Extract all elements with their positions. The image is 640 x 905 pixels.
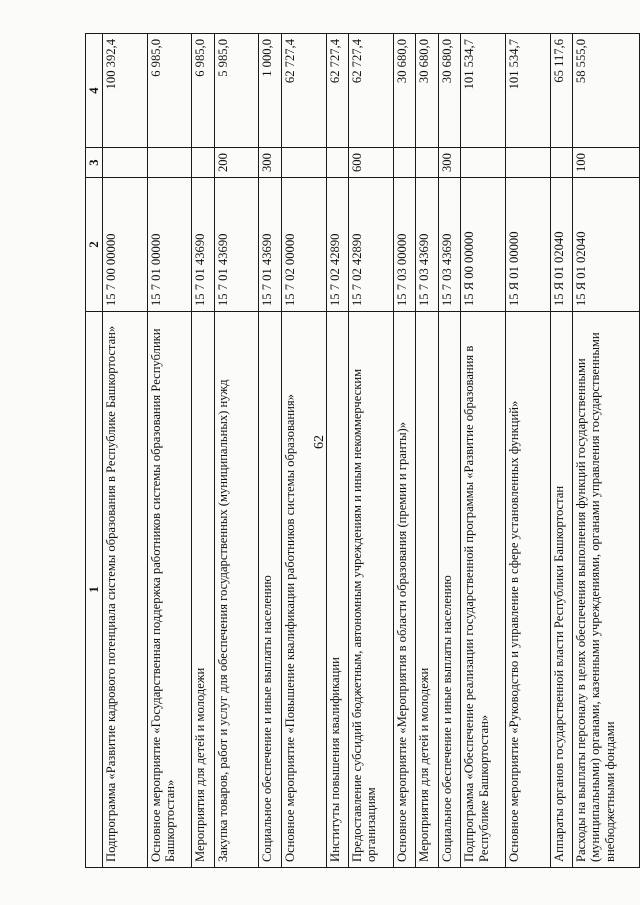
table-row: [416, 34, 439, 868]
row-code: 15 7 01 00000: [147, 178, 192, 312]
row-type: 200: [214, 148, 259, 178]
row-type: 100: [573, 148, 640, 178]
row-sum: 6 985,0: [147, 34, 192, 148]
row-type: [147, 148, 192, 178]
row-code: 15 7 02 42890: [326, 178, 349, 312]
row-name: Основное мероприятие «Руководство и управление в сфере установленных функций»: [505, 312, 550, 868]
row-sum: 65 117,6: [550, 34, 573, 148]
row-sum: 62 727,4: [349, 34, 394, 148]
col-header-type: 3: [86, 148, 103, 178]
rotated-page-content: [85, 33, 640, 868]
row-name: Предоставление субсидий бюджетным, автономным учреждениям и иным некоммерческим организациям: [349, 312, 394, 868]
row-type: [103, 148, 148, 178]
table-row: [505, 34, 550, 868]
row-code: 15 Я 01 02040: [573, 178, 640, 312]
col-header-code: 2: [86, 178, 103, 312]
table-row: [550, 34, 573, 868]
table-row: [147, 34, 192, 868]
row-code: 15 7 01 43690: [214, 178, 259, 312]
row-sum: 62 727,4: [282, 34, 327, 148]
header-row: [86, 34, 103, 868]
row-name: Закупка товаров, работ и услуг для обеспечения государственных (муниципальных) нужд: [214, 312, 259, 868]
row-sum: 62 727,4: [326, 34, 349, 148]
row-sum: 30 680,0: [438, 34, 461, 148]
row-code: 15 7 00 00000: [103, 178, 148, 312]
table-row: [214, 34, 259, 868]
table-row: [282, 34, 327, 868]
row-type: [550, 148, 573, 178]
row-type: [416, 148, 439, 178]
row-code: 15 7 01 43690: [259, 178, 282, 312]
row-name: Основное мероприятие «Государственная поддержка работников системы образования Республики Башкортостан»: [147, 312, 192, 868]
table-row: [326, 34, 349, 868]
row-sum: 100 392,4: [103, 34, 148, 148]
row-sum: 30 680,0: [416, 34, 439, 148]
col-header-sum: 4: [86, 34, 103, 148]
row-sum: 101 534,7: [461, 34, 506, 148]
row-code: 15 7 03 43690: [438, 178, 461, 312]
col-header-name: 1: [86, 312, 103, 868]
row-code: 15 7 03 43690: [416, 178, 439, 312]
row-type: 300: [259, 148, 282, 178]
page-number: 62: [312, 435, 327, 449]
row-sum: 58 555,0: [573, 34, 640, 148]
table-row: [461, 34, 506, 868]
row-sum: 1 000,0: [259, 34, 282, 148]
row-type: [282, 148, 327, 178]
row-code: 15 Я 01 00000: [505, 178, 550, 312]
row-name: Социальное обеспечение и иные выплаты населению: [259, 312, 282, 868]
table-row: [192, 34, 215, 868]
row-sum: 6 985,0: [192, 34, 215, 148]
table-row: [393, 34, 416, 868]
row-name: Социальное обеспечение и иные выплаты населению: [438, 312, 461, 868]
row-sum: 101 534,7: [505, 34, 550, 148]
row-name: Расходы на выплаты персоналу в целях обеспечения выполнения функций государственными (муниципальными) органами, казенными учреждениями, органами управления государственными внебюджетными фондами: [573, 312, 640, 868]
row-name: Основное мероприятие «Мероприятия в области образования (премии и гранты)»: [393, 312, 416, 868]
row-code: 15 Я 00 00000: [461, 178, 506, 312]
row-name: Аппараты органов государственной власти Республики Башкортостан: [550, 312, 573, 868]
row-code: 15 7 02 00000: [282, 178, 327, 312]
row-name: Подпрограмма «Развитие кадрового потенциала системы образования в Республике Башкортостан»: [103, 312, 148, 868]
row-name: Мероприятия для детей и молодежи: [192, 312, 215, 868]
row-code: 15 7 03 00000: [393, 178, 416, 312]
row-name: Мероприятия для детей и молодежи: [416, 312, 439, 868]
row-code: 15 Я 01 02040: [550, 178, 573, 312]
row-name: Основное мероприятие «Повышение квалификации работников системы образования»: [282, 312, 327, 868]
table-row: [438, 34, 461, 868]
table-row: [349, 34, 394, 868]
row-type: [326, 148, 349, 178]
budget-table: [85, 33, 640, 868]
row-name: Подпрограмма «Обеспечение реализации государственной программы «Развитие образования в Республике Башкортостан»: [461, 312, 506, 868]
row-type: [393, 148, 416, 178]
row-type: 600: [349, 148, 394, 178]
table-row: [103, 34, 148, 868]
row-name: Институты повышения квалификации: [326, 312, 349, 868]
table-row: [573, 34, 640, 868]
row-sum: 30 680,0: [393, 34, 416, 148]
row-type: [505, 148, 550, 178]
row-code: 15 7 01 43690: [192, 178, 215, 312]
row-type: [192, 148, 215, 178]
row-type: [461, 148, 506, 178]
table-row: [259, 34, 282, 868]
row-type: 300: [438, 148, 461, 178]
row-sum: 5 985,0: [214, 34, 259, 148]
row-code: 15 7 02 42890: [349, 178, 394, 312]
